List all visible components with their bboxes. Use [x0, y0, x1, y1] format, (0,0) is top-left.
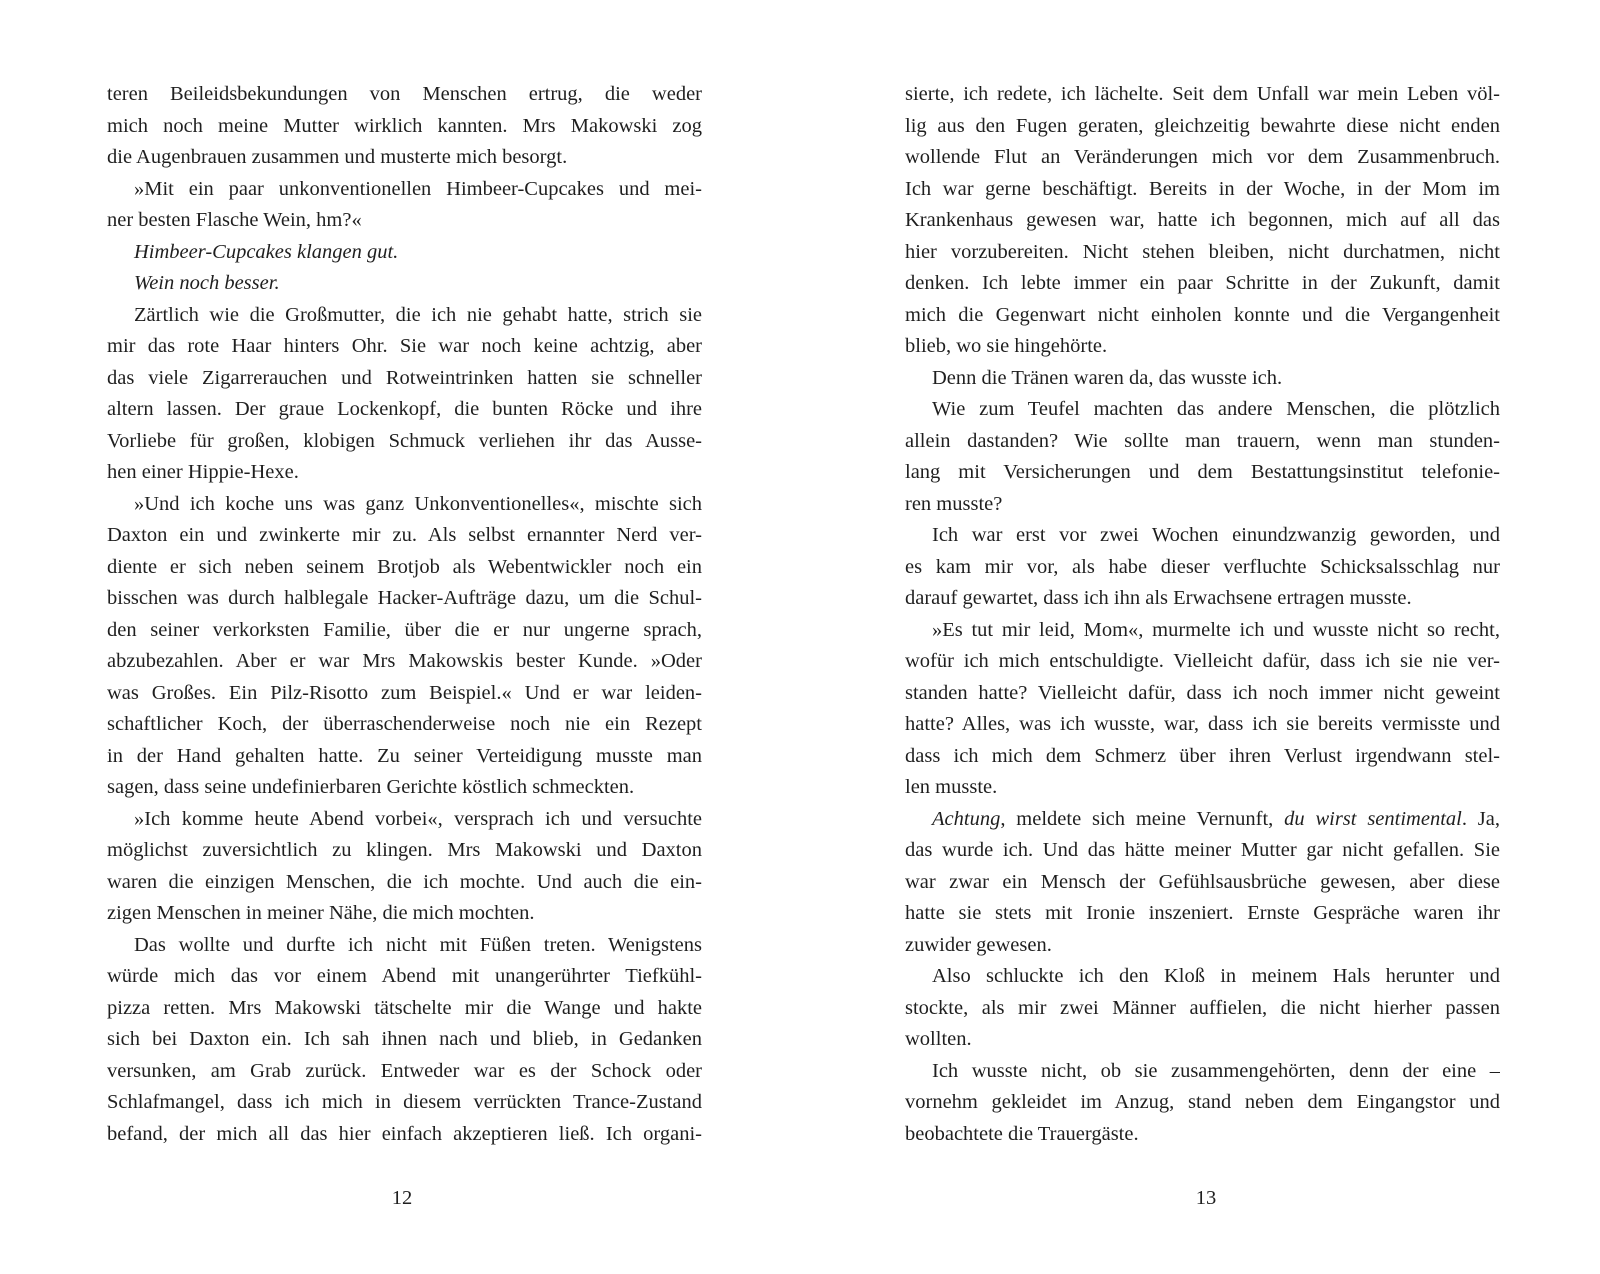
- text-line: Himbeer-Cupcakes klangen gut.: [134, 240, 399, 263]
- text-line: befand, der mich all das hier einfach akzeptieren ließ. Ich organi-: [107, 1122, 702, 1145]
- text-line: abzubezahlen. Aber er war Mrs Makowskis bester Kunde. »Oder: [107, 650, 702, 672]
- text-line: blieb, wo sie hingehörte.: [905, 335, 1108, 357]
- text-line: Ich wusste nicht, ob sie zusammengehörten, denn der eine –: [932, 1059, 1500, 1082]
- text-line: pizza retten. Mrs Makowski tätschelte mir die Wange und hakte: [107, 996, 702, 1019]
- text-line: Zärtlich wie die Großmutter, die ich nie gehabt hatte, strich sie: [134, 303, 702, 326]
- text-line: mir das rote Haar hinters Ohr. Sie war noch keine achtzig, aber: [107, 335, 702, 357]
- text-line: darauf gewartet, dass ich ihn als Erwachsene ertragen musste.: [905, 587, 1412, 609]
- text-line: dass ich mich dem Schmerz über ihren Verlust irgendwann stel-: [905, 744, 1500, 767]
- text-line: denken. Ich lebte immer ein paar Schritte in der Zukunft, damit: [905, 272, 1500, 294]
- text-line: Ich war gerne beschäftigt. Bereits in der Woche, in der Mom im: [905, 177, 1500, 200]
- text-line: es kam mir vor, als habe dieser verfluchte Schicksalsschlag nur: [905, 555, 1500, 578]
- text-line: vornehm gekleidet im Anzug, stand neben dem Eingangstor und: [905, 1091, 1500, 1113]
- text-line: das viele Zigarrerauchen und Rotweintrinken hatten sie schneller: [107, 366, 702, 389]
- text-line: Schlafmangel, dass ich mich in diesem verrückten Trance-Zustand: [107, 1091, 702, 1113]
- text-line: ren musste?: [905, 492, 1003, 515]
- text-line: teren Beileidsbekundungen von Menschen ertrug, die weder: [107, 83, 702, 105]
- text-line: sich bei Daxton ein. Ich sah ihnen nach und blieb, in Gedanken: [107, 1028, 702, 1050]
- text-line: Daxton ein und zwinkerte mir zu. Als selbst ernannter Nerd ver-: [107, 524, 702, 546]
- text-line: wollende Flut an Veränderungen mich vor dem Zusammenbruch.: [905, 146, 1500, 168]
- text-line: bisschen was durch halblegale Hacker-Aufträge dazu, um die Schul-: [107, 587, 702, 609]
- text-line: standen hatte? Vielleicht dafür, dass ich noch immer nicht geweint: [905, 681, 1500, 704]
- text-line: Ich war erst vor zwei Wochen einundzwanzig geworden, und: [932, 524, 1500, 546]
- text-line: stockte, als mir zwei Männer auffielen, die nicht hierher passen: [905, 996, 1500, 1019]
- text-line: Das wollte und durfte ich nicht mit Füßen treten. Wenigstens: [134, 933, 702, 956]
- text-segment: . Ja,: [1461, 807, 1500, 830]
- text-line: was Großes. Ein Pilz-Risotto zum Beispiel.« Und er war leiden-: [107, 681, 702, 704]
- text-line: den seiner verkorksten Familie, über die er nur ungerne sprach,: [107, 618, 702, 641]
- text-line: waren die einzigen Menschen, die ich mochte. Und auch die ein-: [107, 870, 702, 893]
- page-number-right: 13: [1195, 1187, 1217, 1209]
- text-line: die Augenbrauen zusammen und musterte mich besorgt.: [107, 146, 568, 168]
- text-line: »Ich komme heute Abend vorbei«, versprach ich und versuchte: [134, 807, 702, 830]
- text-line: in der Hand gehalten hatte. Zu seiner Verteidigung musste man: [107, 744, 702, 767]
- text-line: diente er sich neben seinem Brotjob als Webentwickler noch ein: [107, 555, 702, 578]
- text-line: Vorliebe für großen, klobigen Schmuck verliehen ihr das Ausse-: [107, 429, 702, 452]
- text-line: lig aus den Fugen geraten, gleichzeitig bewahrte diese nicht enden: [905, 114, 1500, 137]
- text-line-mixed: [905, 804, 1500, 836]
- text-line: altern lassen. Der graue Lockenkopf, die bunten Röcke und ihre: [107, 398, 702, 420]
- text-line: Also schluckte ich den Kloß in meinem Hals herunter und: [932, 965, 1500, 987]
- text-line: möglichst zuversichtlich zu klingen. Mrs Makowski und Daxton: [107, 839, 702, 861]
- text-line: schaftlicher Koch, der überraschenderweise noch nie ein Rezept: [107, 713, 702, 735]
- text-line: allein dastanden? Wie sollte man trauern, wenn man stunden-: [905, 429, 1500, 452]
- text-line: zuwider gewesen.: [905, 933, 1052, 956]
- text-line: »Und ich koche uns was ganz Unkonventionelles«, mischte sich: [134, 492, 702, 515]
- text-line: Wie zum Teufel machten das andere Menschen, die plötzlich: [932, 398, 1500, 420]
- text-line: lang mit Versicherungen und dem Bestattungsinstitut telefonie-: [905, 461, 1500, 483]
- text-line: beobachtete die Trauergäste.: [905, 1122, 1139, 1145]
- text-line: sierte, ich redete, ich lächelte. Seit dem Unfall war mein Leben völ-: [905, 83, 1500, 105]
- right-page: [905, 79, 1500, 1150]
- text-segment: Achtung: [932, 807, 1001, 830]
- page-number-left: 12: [391, 1187, 413, 1209]
- text-line: len musste.: [905, 776, 998, 798]
- text-line: »Es tut mir leid, Mom«, murmelte ich und wusste nicht so recht,: [932, 618, 1500, 641]
- text-line: Krankenhaus gewesen war, hatte ich begonnen, mich auf all das: [905, 209, 1500, 231]
- text-line: zigen Menschen in meiner Nähe, die mich mochten.: [107, 902, 535, 924]
- text-line: hen einer Hippie-Hexe.: [107, 461, 299, 483]
- text-line: mich die Gegenwart nicht einholen konnte und die Vergangenheit: [905, 303, 1500, 326]
- text-line: würde mich das vor einem Abend mit unangerührter Tiefkühl-: [107, 965, 702, 987]
- text-line: hatte sie stets mit Ironie inszeniert. Ernste Gespräche waren ihr: [905, 902, 1500, 924]
- text-line: Wein noch besser.: [134, 272, 280, 294]
- text-segment: du wirst sentimental: [1284, 807, 1462, 830]
- text-line: sagen, dass seine undefinierbaren Gerichte köstlich schmeckten.: [107, 776, 635, 798]
- text-line: versunken, am Grab zurück. Entweder war es der Schock oder: [107, 1059, 702, 1082]
- text-line: hier vorzubereiten. Nicht stehen bleiben, nicht durchatmen, nicht: [905, 240, 1500, 263]
- text-segment: , meldete sich meine Vernunft,: [1000, 807, 1285, 830]
- text-line: das wurde ich. Und das hätte meiner Mutter gar nicht gefallen. Sie: [905, 839, 1500, 861]
- text-line: wollten.: [905, 1028, 972, 1050]
- left-page: [107, 79, 702, 1150]
- text-line: mich noch meine Mutter wirklich kannten. Mrs Makowski zog: [107, 114, 702, 137]
- text-line: »Mit ein paar unkonventionellen Himbeer-Cupcakes und mei-: [134, 177, 702, 200]
- text-line: Denn die Tränen waren da, das wusste ich.: [932, 366, 1283, 389]
- text-line: ner besten Flasche Wein, hm?«: [107, 209, 362, 231]
- text-line: wofür ich mich entschuldigte. Vielleicht dafür, dass ich sie nie ver-: [905, 650, 1500, 672]
- text-line: war zwar ein Mensch der Gefühlsausbrüche gewesen, aber diese: [905, 870, 1500, 893]
- text-line: hatte? Alles, was ich wusste, war, dass ich sie bereits vermisste und: [905, 713, 1500, 735]
